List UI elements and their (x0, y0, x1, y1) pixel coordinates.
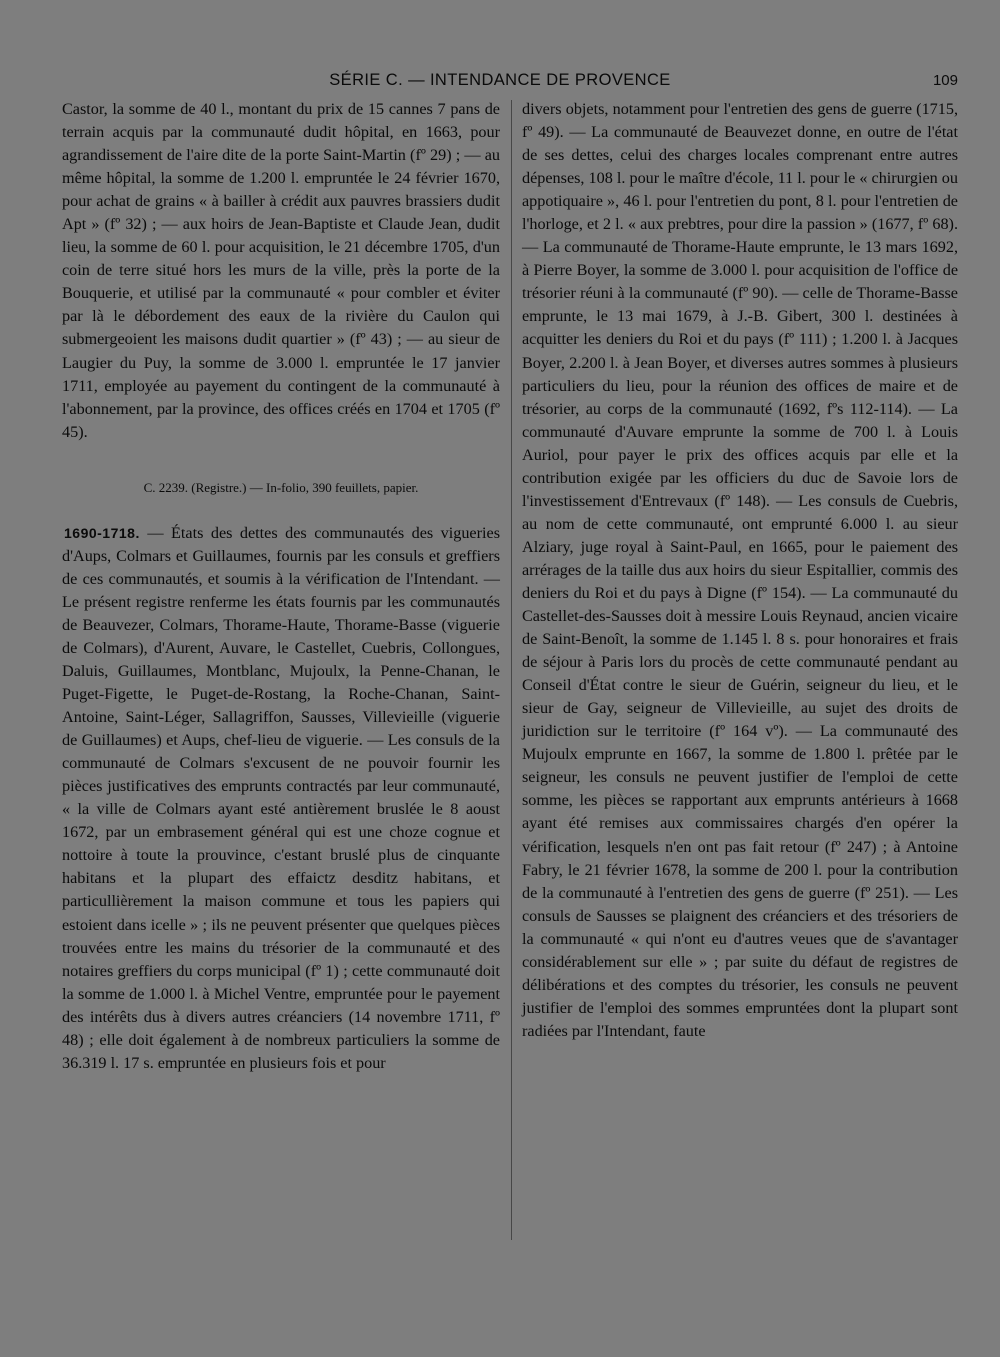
entry-date: 1690-1718. (64, 524, 140, 541)
right-column-paragraph: divers objets, notamment pour l'entretien des gens de guerre (1715, fº 49). — La communauté de Beauvezet donne, en outre de l'état de ses dettes, celui des charges locales comprenant entre autres dépenses, 108 l. pour le maître d'école, 11 l. pour le « chirurgien ou appotiquaire », 46 l. pour l'entretien du pont, 8 l. pour l'entretien de l'horloge, et 2 l. « aux prebtres, pour dire la passion » (1677, fº 68). — La communauté de Thorame-Haute emprunte, le 13 mars 1692, à Pierre Boyer, la somme de 3.000 l. pour acquisition de l'office de trésorier réuni à la communauté (fº 90). — celle de Thorame-Basse emprunte, le 13 mai 1679, à J.-B. Gibert, 300 l. destinées à acquitter les deniers du Roi et du pays (fº 111) ; 1.200 l. à Jacques Boyer, 2.200 l. à Jean Boyer, et diverses autres sommes à plusieurs particuliers du lieu, pour la réunion des offices de maire et de trésorier, au corps de la communauté (1692, fºs 112-114). — La communauté d'Auvare emprunte la somme de 700 l. à Louis Auriol, pour payer le prix des offices acquis par elle et la contribution exigée par les officiers du duc de Savoie lors de l'investissement d'Entrevaux (fº 148). — Les consuls de Cuebris, au nom de cette communauté, ont emprunté 6.000 l. au sieur Alziary, juge royal à Saint-Paul, en 1665, pour le paiement des arrérages de la taille dus aux hoirs du sieur Espitallier, commis des deniers du Roi et du pays à Digne (fº 154). — La communauté du Castellet-des-Sausses doit à messire Louis Reynaud, ancien vicaire de Saint-Benoît, la somme de 1.145 l. 8 s. pour honoraires et frais de séjour à Paris lors du procès de cette communauté pendant au Conseil d'État contre le sieur de Guérin, seigneur du lieu, et le sieur de Gay, seigneur de Villevieille, au sujet des droits de juridiction sur le territoire (fº 164 vº). — La communauté des Mujoulx emprunte en 1667, la somme de 1.800 l. prêtée par le seigneur, les consuls ne peuvent justifier de l'emploi de cette somme, les pièces se rapportant aux emprunts antérieurs à 1668 ayant été remises aux commissaires chargés d'en opérer la vérification, lesquels n'en ont pas fait retour (fº 247) ; à Antoine Fabry, le 21 février 1678, la somme de 200 l. pour la contribution de la communauté à l'entretien des gens de guerre (fº 251). — Les consuls de Sausses se plaignent des créanciers et des trésoriers de la communauté « qui n'ont eu d'autres veues que de s'avantager considérablement sur elle » ; par suite du défaut de registres de délibérations et des comptes du trésorier, les consuls ne peuvent justifier de l'emploi des sommes empruntées dont la plupart sont radiées par l'Intendant, faute (522, 100, 958, 1040)
right-column (522, 98, 958, 1043)
continuation-paragraph: Castor, la somme de 40 l., montant du prix de 15 cannes 7 pans de terrain acquis par la communauté dudit hôpital, en 1663, pour agrandissement de l'aire dite de la porte Saint-Martin (fº 29) ; — au même hôpital, la somme de 1.200 l. empruntée le 24 février 1670, pour achat de grains « à bailler à crédit aux pauvres brassiers dudit Apt » (fº 32) ; — aux hoirs de Jean-Baptiste et Claude Jean, dudit lieu, la somme de 60 l. pour acquisition, le 21 décembre 1705, d'un coin de terre situé hors les murs de la ville, près la porte de la Bouquerie, et utilisé par la communauté « pour combler et éviter par là le débordement des eaux de la rivière du Caulon qui submergeoient les maisons dudit quartier » (fº 43) ; — au sieur de Laugier du Puy, la somme de 3.000 l. empruntée le 17 janvier 1711, employée au payement du contingent de la communauté à l'abonnement, par la province, des offices créés en 1704 et 1705 (fº 45). (62, 100, 500, 441)
page-number: 109 (932, 72, 958, 89)
running-title: SÉRIE C. — INTENDANCE DE PROVENCE (329, 71, 671, 89)
column-divider (511, 100, 512, 1240)
left-column (62, 98, 500, 1075)
page-header (0, 71, 1000, 93)
entry-paragraph (62, 522, 500, 1075)
archive-cote: C. 2239. (Registre.) — In-folio, 390 feuillets, papier. (143, 479, 419, 495)
entry-text: — États des dettes des communautés des vigueries d'Aups, Colmars et Guillaumes, fournis par les consuls et greffiers de ces communautés, et soumis à la vérification de l'Intendant. — Le présent registre renferme les états fournis par les communautés de Beauvezer, Colmars, Thorame-Haute, Thorame-Basse (viguerie de Colmars), d'Aurent, Auvare, le Castellet, Cuebris, Collongues, Daluis, Guillaumes, Montblanc, Mujoulx, la Penne-Chanan, le Puget-Figette, le Puget-de-Rostang, la Roche-Chanan, Saint-Antoine, Saint-Léger, Sallagriffon, Sausses, Villevieille (viguerie de Guillaumes) et Aups, chef-lieu de viguerie. — Les consuls de la communauté de Colmars s'excusent de ne pouvoir fournir les pièces justificatives des emprunts contractés par leur communauté, « la ville de Colmars ayant esté antièrement bruslée le 8 aoust 1672, par un embrasement général qui est une choze cognue et nottoire à toute la prouvince, c'estant bruslé plus de cinquante habitans et la plupart des effaictz desditz habitans, et particullièrement la maison commune et tous les papiers qui estoient dans icelle » ; ils ne peuvent présenter que quelques pièces trouvées entre les mains du trésorier de la communauté et des notaires greffiers du corps municipal (fº 1) ; cette communauté doit la somme de 1.000 l. à Michel Ventre, empruntée pour le payement des intérêts dus à divers autres créanciers (14 novembre 1711, fº 48) ; elle doit également à de nombreux particuliers la somme de 36.319 l. 17 s. empruntée en plusieurs fois et pour (62, 523, 500, 1072)
